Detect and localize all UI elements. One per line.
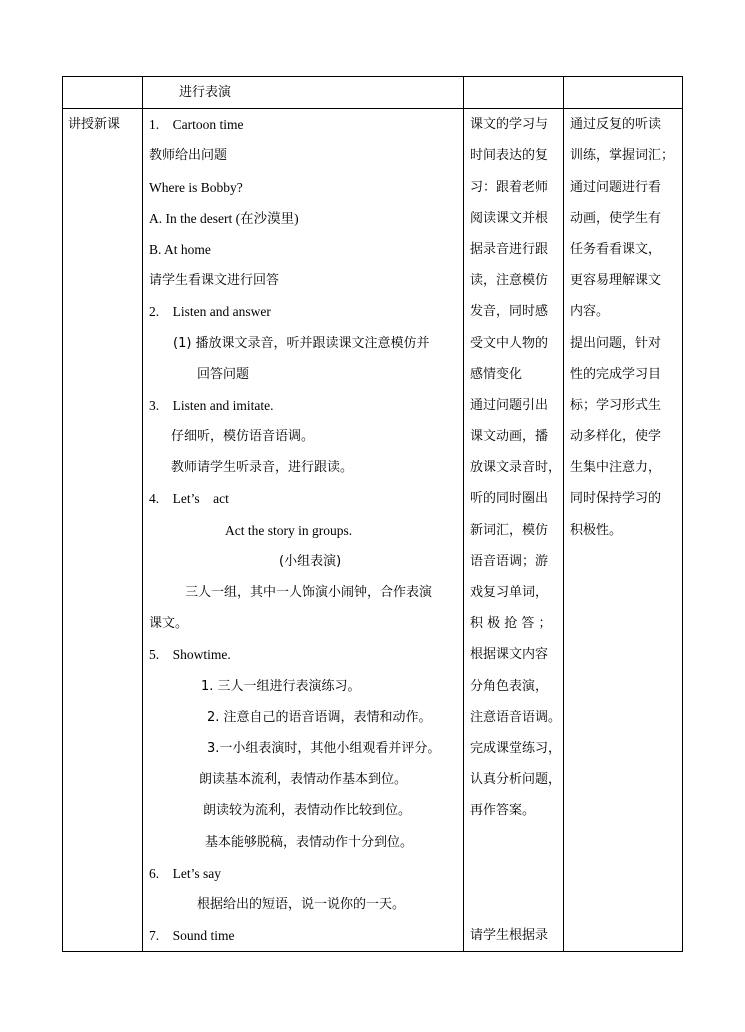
text-line: 教师给出问题 <box>149 148 228 164</box>
text-line: 同时保持学习的 <box>570 491 662 507</box>
text-line: Act the story in groups. <box>225 522 353 538</box>
text-line: B. At home <box>149 241 211 257</box>
step-heading: 2. Listen and answer <box>149 304 271 320</box>
text-line: 积极性。 <box>570 522 623 538</box>
table-cell <box>63 77 143 109</box>
text-line: 据录音进行跟 <box>470 241 549 257</box>
text-line: 新词汇，模仿 <box>470 522 549 538</box>
text-line: 课文动画，播 <box>470 429 549 445</box>
step-heading: 4. Let’s act <box>149 491 229 507</box>
text-line: 标；学习形式生 <box>570 397 662 413</box>
text-line: 更容易理解课文 <box>570 273 662 289</box>
table-cell <box>464 109 564 952</box>
section-label: 讲授新课 <box>68 117 121 133</box>
text-line: 根据课文内容 <box>470 647 549 663</box>
text-line: 时间表达的复 <box>470 148 549 164</box>
step-heading: 3. Listen and imitate. <box>149 397 274 413</box>
text-line: 分角色表演， <box>470 678 549 694</box>
text-line: 放课文录音时， <box>470 460 562 476</box>
text-line: 通过问题引出 <box>470 397 549 413</box>
text-line <box>470 827 563 858</box>
cell-text: 进行表演 <box>179 85 232 100</box>
text-line: 通过反复的听读 <box>570 117 662 133</box>
text-line: 认真分析问题， <box>470 772 562 788</box>
text-line: 3.一小组表演时，其他小组观看并评分。 <box>207 740 441 756</box>
step-heading: 1. Cartoon time <box>149 117 244 133</box>
text-line: 积 极 抢 答 ； <box>470 616 552 632</box>
text-line: 基本能够脱稿，表情动作十分到位。 <box>205 834 414 850</box>
table-cell <box>464 77 564 109</box>
text-line: 仔细听，模仿语音语调。 <box>171 429 315 445</box>
text-line: 内容。 <box>570 304 610 320</box>
text-line: 朗读较为流利，表情动作比较到位。 <box>203 803 412 819</box>
text-line: 阅读课文并根 <box>470 210 549 226</box>
text-line: 动画，使学生有 <box>570 210 662 226</box>
text-line: 三人一组，其中一人饰演小闹钟，合作表演 <box>185 585 433 600</box>
text-line: 请学生看课文进行回答 <box>149 273 280 289</box>
text-line: 听的同时圈出 <box>470 491 549 507</box>
step-heading: 5. Showtime. <box>149 647 231 663</box>
text-line <box>470 858 563 889</box>
text-line: 教师请学生听录音，进行跟读。 <box>171 460 354 476</box>
text-line: 读，注意模仿 <box>470 273 549 289</box>
text-line: 朗读基本流利，表情动作基本到位。 <box>199 772 408 788</box>
text-line <box>470 889 563 920</box>
text-line: 1. 三人一组进行表演练习。 <box>201 678 361 694</box>
text-line: 任务看看课文， <box>570 241 662 257</box>
table-row <box>63 77 683 109</box>
text-line: 再作答案。 <box>470 803 536 819</box>
step-heading: 6. Let’s say <box>149 865 221 881</box>
text-line: 感情变化 <box>470 366 523 382</box>
text-line: 2. 注意自己的语音语调，表情和动作。 <box>207 709 432 725</box>
text-line: Where is Bobby? <box>149 179 243 195</box>
text-line: 语音语调；游 <box>470 553 549 569</box>
text-line: 习：跟着老师 <box>470 179 549 195</box>
design-intent <box>564 109 682 546</box>
text-line: 戏复习单词， <box>470 585 549 600</box>
table-cell <box>143 77 464 109</box>
text-line: 发音，同时感 <box>470 304 549 320</box>
text-line: 提出问题，针对 <box>570 335 662 351</box>
table-cell <box>143 109 464 952</box>
text-line: 注意语音语调。 <box>470 709 562 725</box>
text-line: 完成课堂练习， <box>470 740 562 756</box>
table-cell <box>564 109 683 952</box>
activity-description <box>464 109 563 951</box>
text-line: 课文。 <box>149 616 189 632</box>
text-line: 回答问题 <box>197 366 250 382</box>
lesson-plan-table <box>62 76 683 952</box>
table-cell <box>63 109 143 952</box>
text-line: 根据给出的短语，说一说你的一天。 <box>197 896 406 912</box>
text-line: 训练，掌握词汇； <box>570 148 675 164</box>
text-line: 生集中注意力， <box>570 460 662 476</box>
text-line: (1) 播放课文录音，听并跟读课文注意模仿并 <box>173 335 430 351</box>
text-line: 受文中人物的 <box>470 335 549 351</box>
text-line: 课文的学习与 <box>470 117 549 133</box>
text-line: A. In the desert (在沙漠里) <box>149 210 299 226</box>
table-row <box>63 109 683 952</box>
table-cell <box>564 77 683 109</box>
text-line: 请学生根据录 <box>470 928 549 944</box>
step-heading: 7. Sound time <box>149 928 235 944</box>
text-line: 性的完成学习目 <box>570 366 662 382</box>
text-line: 通过问题进行看 <box>570 179 662 195</box>
text-line: (小组表演) <box>279 553 342 569</box>
text-line: 动多样化，使学 <box>570 429 662 445</box>
